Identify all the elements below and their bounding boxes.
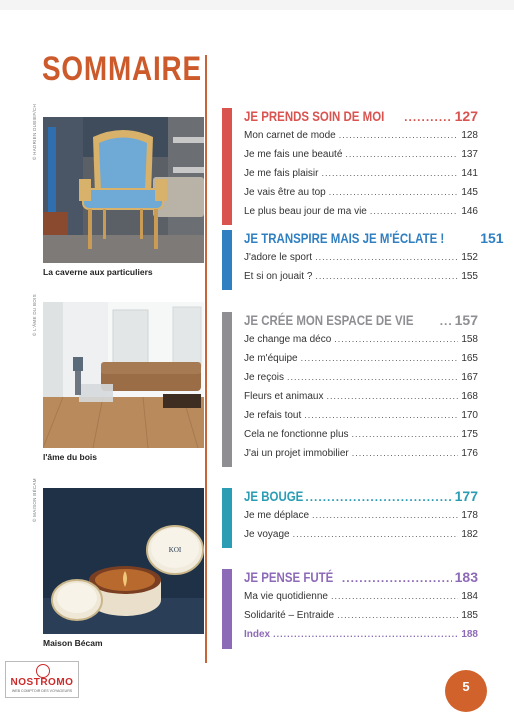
leader-dots	[315, 252, 458, 262]
toc-entry[interactable]	[244, 149, 478, 168]
section-heading-label: JE CRÉE MON ESPACE DE VIE	[244, 312, 414, 328]
leader-dots	[337, 610, 458, 620]
section-page-number: 177	[454, 488, 478, 504]
entry-label: Je change ma déco	[244, 334, 332, 345]
toc-entry[interactable]	[244, 510, 478, 529]
leader-dots	[293, 529, 459, 539]
section-heading-label: JE PENSE FUTÉ	[244, 569, 334, 585]
section-heading[interactable]	[244, 230, 504, 252]
section-color-bar	[222, 108, 232, 225]
toc-entry[interactable]	[244, 206, 478, 225]
entry-label: Je refais tout	[244, 410, 302, 421]
cake-boxes-image	[43, 488, 204, 634]
box-brand-text: KOI	[168, 546, 182, 554]
entry-page-number: 178	[461, 510, 478, 521]
photo-caption: La caverne aux particuliers	[43, 267, 153, 277]
section-page-number: 127	[454, 108, 478, 124]
entry-page-number: 165	[461, 353, 478, 364]
nostromo-logo[interactable]	[5, 661, 79, 698]
entry-label: Je me déplace	[244, 510, 310, 521]
page-title: SOMMAIRE	[42, 50, 202, 88]
entry-page-number: 158	[461, 334, 478, 345]
section-heading-label: JE TRANSPIRE MAIS JE M'ÉCLATE !	[244, 230, 445, 246]
leader-dots	[312, 510, 458, 520]
entry-label: Je me fais plaisir	[244, 168, 319, 179]
leader-dots	[331, 591, 458, 601]
toc-section-bouge	[222, 488, 478, 548]
entry-label: Le plus beau jour de ma vie	[244, 206, 367, 217]
photo-caption: l'âme du bois	[43, 452, 97, 462]
antique-armchair-image	[43, 117, 204, 263]
section-heading[interactable]	[244, 312, 478, 334]
section-color-bar	[222, 569, 232, 649]
entry-label: Je voyage	[244, 529, 290, 540]
section-color-bar	[222, 230, 232, 290]
section-heading-label: JE PRENDS SOIN DE MOI	[244, 108, 385, 124]
toc-entry[interactable]	[244, 529, 478, 548]
entry-label: Ma vie quotidienne	[244, 591, 328, 602]
toc-entry[interactable]	[244, 271, 478, 290]
toc-section-prendre-soin	[222, 108, 478, 225]
photo-credit: © HADRIEN DUBIEF/CH	[32, 103, 37, 160]
toc-entry-index[interactable]	[244, 629, 478, 648]
leader-dots	[305, 490, 451, 504]
logo-name: NOSTROMO	[10, 677, 74, 688]
entry-page-number: 188	[461, 629, 478, 640]
vertical-divider	[205, 55, 207, 663]
toc-entry[interactable]	[244, 410, 478, 429]
leader-dots	[321, 168, 458, 178]
section-page-number: 183	[454, 569, 478, 585]
entry-page-number: 128	[461, 130, 478, 141]
section-page-number: 151	[480, 230, 504, 246]
entry-page-number: 141	[461, 168, 478, 179]
toc-entry[interactable]	[244, 334, 478, 353]
page-number-badge: 5	[445, 670, 487, 712]
photo-armchair	[43, 117, 204, 263]
toc-entry[interactable]	[244, 353, 478, 372]
globe-icon	[36, 664, 50, 678]
section-heading[interactable]	[244, 108, 478, 130]
photo-credit: © L'ÂME DU BOIS	[32, 294, 37, 336]
entry-label: Et si on jouait ?	[244, 271, 313, 282]
leader-dots	[370, 206, 458, 216]
leader-dots	[404, 110, 451, 124]
section-heading[interactable]	[244, 569, 478, 591]
entry-label: Je m'équipe	[244, 353, 298, 364]
leader-dots	[326, 391, 458, 401]
toc-entry[interactable]	[244, 591, 478, 610]
leader-dots	[273, 629, 458, 639]
toc-entry[interactable]	[244, 168, 478, 187]
leader-dots	[315, 271, 458, 281]
entry-page-number: 168	[461, 391, 478, 402]
toc-entry[interactable]	[244, 130, 478, 149]
photo-living-room	[43, 302, 204, 448]
entry-label: Mon carnet de mode	[244, 130, 336, 141]
section-color-bar	[222, 488, 232, 548]
living-room-image	[43, 302, 204, 448]
entry-label: Index	[244, 629, 271, 640]
entry-label: Fleurs et animaux	[244, 391, 324, 402]
toc-entry[interactable]	[244, 187, 478, 206]
leader-dots	[287, 372, 458, 382]
toc-entry[interactable]	[244, 391, 478, 410]
entry-page-number: 185	[461, 610, 478, 621]
leader-dots	[329, 187, 459, 197]
section-page-number: 157	[454, 312, 478, 328]
entry-page-number: 182	[461, 529, 478, 540]
entry-label: Cela ne fonctionne plus	[244, 429, 349, 440]
entry-label: J'adore le sport	[244, 252, 313, 263]
entry-page-number: 137	[461, 149, 478, 160]
toc-entry[interactable]	[244, 252, 478, 271]
leader-dots	[301, 353, 459, 363]
photo-cake-boxes	[43, 488, 204, 634]
leader-dots	[352, 448, 459, 458]
top-band	[0, 0, 514, 10]
entry-page-number: 176	[461, 448, 478, 459]
toc-entry[interactable]	[244, 429, 478, 448]
toc-section-pense-fute	[222, 569, 478, 649]
section-color-bar	[222, 312, 232, 467]
section-heading-label: JE BOUGE	[244, 488, 304, 504]
entry-page-number: 167	[461, 372, 478, 383]
photo-credit: © MAISON BÉCAM	[32, 478, 37, 522]
leader-dots	[342, 571, 452, 585]
leader-dots	[334, 334, 458, 344]
leader-dots	[304, 410, 458, 420]
entry-page-number: 146	[461, 206, 478, 217]
toc-entry[interactable]	[244, 372, 478, 391]
entry-label: Solidarité – Entraide	[244, 610, 335, 621]
section-heading[interactable]	[244, 488, 478, 510]
toc-section-espace-de-vie	[222, 312, 478, 467]
entry-page-number: 175	[461, 429, 478, 440]
entry-page-number: 184	[461, 591, 478, 602]
leader-dots	[440, 314, 452, 328]
photo-caption: Maison Bécam	[43, 638, 103, 648]
entry-page-number: 152	[461, 252, 478, 263]
leader-dots	[345, 149, 458, 159]
entry-label: J'ai un projet immobilier	[244, 448, 349, 459]
entry-page-number: 145	[461, 187, 478, 198]
entry-label: Je reçois	[244, 372, 285, 383]
leader-dots	[339, 130, 459, 140]
entry-page-number: 155	[461, 271, 478, 282]
entry-page-number: 170	[461, 410, 478, 421]
entry-label: Je vais être au top	[244, 187, 326, 198]
toc-section-sport	[222, 230, 504, 290]
entry-label: Je me fais une beauté	[244, 149, 343, 160]
leader-dots	[352, 429, 459, 439]
toc-entry[interactable]	[244, 448, 478, 467]
logo-tagline: WEB COMPTOIR DES VOYAGEURS	[11, 689, 73, 693]
toc-entry[interactable]	[244, 610, 478, 629]
